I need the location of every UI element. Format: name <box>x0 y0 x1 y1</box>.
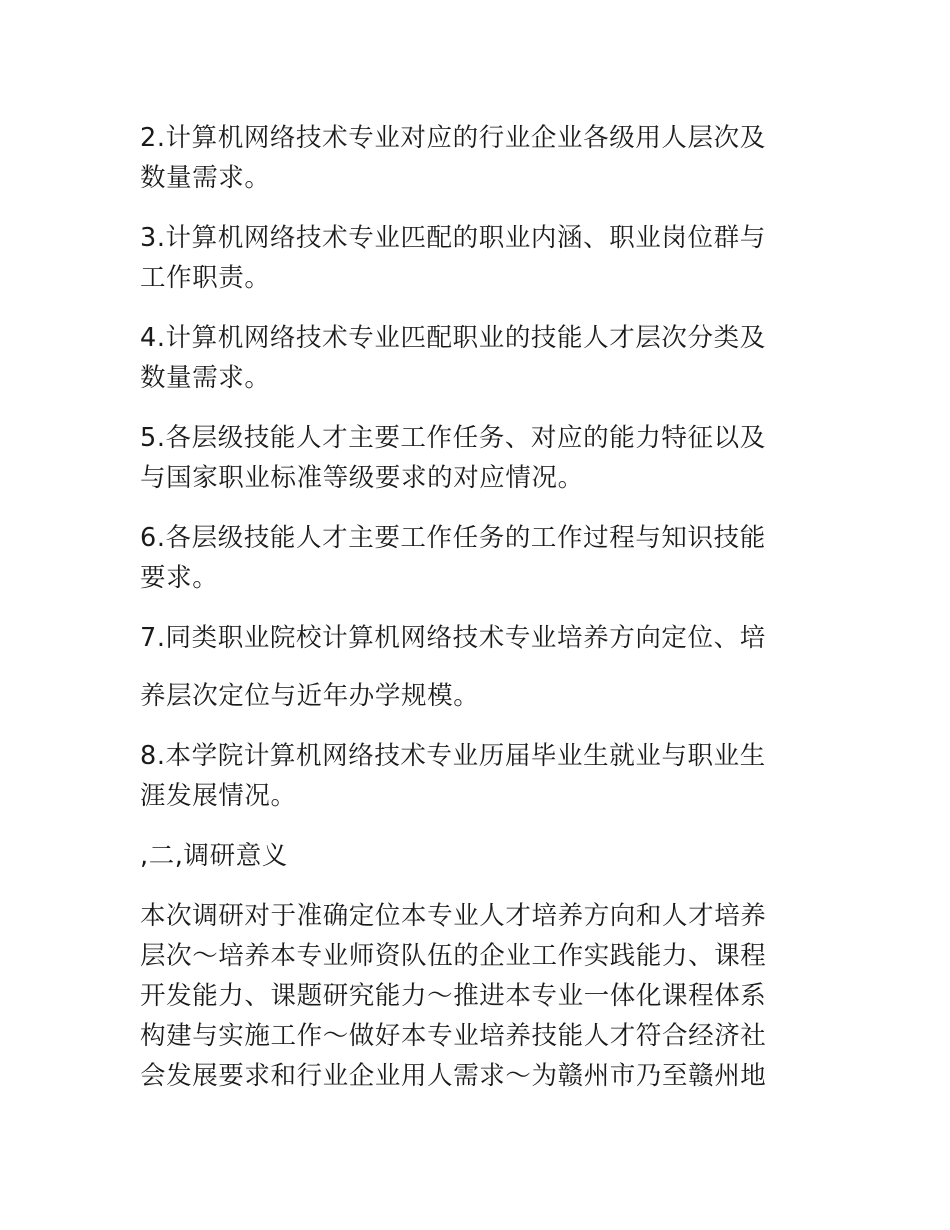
paragraph-line-3: 开发能力、课题研究能力～推进本专业一体化课程体系 <box>140 981 767 1011</box>
item-7-line-1: 7.同类职业院校计算机网络技术专业培养方向定位、培 <box>140 623 766 653</box>
item-3-line-2: 工作职责。 <box>140 263 271 293</box>
item-5-line-1: 5.各层级技能人才主要工作任务、对应的能力特征以及 <box>140 423 766 453</box>
section-heading: ,二,调研意义 <box>140 841 288 871</box>
item-5-line-2: 与国家职业标准等级要求的对应情况。 <box>140 463 584 493</box>
paragraph-line-1: 本次调研对于准确定位本专业人才培养方向和人才培养 <box>140 901 767 931</box>
item-6-line-1: 6.各层级技能人才主要工作任务的工作过程与知识技能 <box>140 523 766 553</box>
item-4-line-2: 数量需求。 <box>140 363 271 393</box>
item-6-line-2: 要求。 <box>140 563 219 593</box>
item-8-line-2: 涯发展情况。 <box>140 781 297 811</box>
item-2-line-2: 数量需求。 <box>140 163 271 193</box>
paragraph-line-4: 构建与实施工作～做好本专业培养技能人才符合经济社 <box>140 1021 767 1051</box>
item-8-line-1: 8.本学院计算机网络技术专业历届毕业生就业与职业生 <box>140 741 766 771</box>
item-4-line-1: 4.计算机网络技术专业匹配职业的技能人才层次分类及 <box>140 323 766 353</box>
paragraph-line-5: 会发展要求和行业企业用人需求～为赣州市乃至赣州地 <box>140 1061 767 1091</box>
item-7-line-2: 养层次定位与近年办学规模。 <box>140 681 480 711</box>
item-2-line-1: 2.计算机网络技术专业对应的行业企业各级用人层次及 <box>140 123 766 153</box>
paragraph-line-2: 层次～培养本专业师资队伍的企业工作实践能力、课程 <box>140 941 767 971</box>
item-3-line-1: 3.计算机网络技术专业匹配的职业内涵、职业岗位群与 <box>140 223 766 253</box>
